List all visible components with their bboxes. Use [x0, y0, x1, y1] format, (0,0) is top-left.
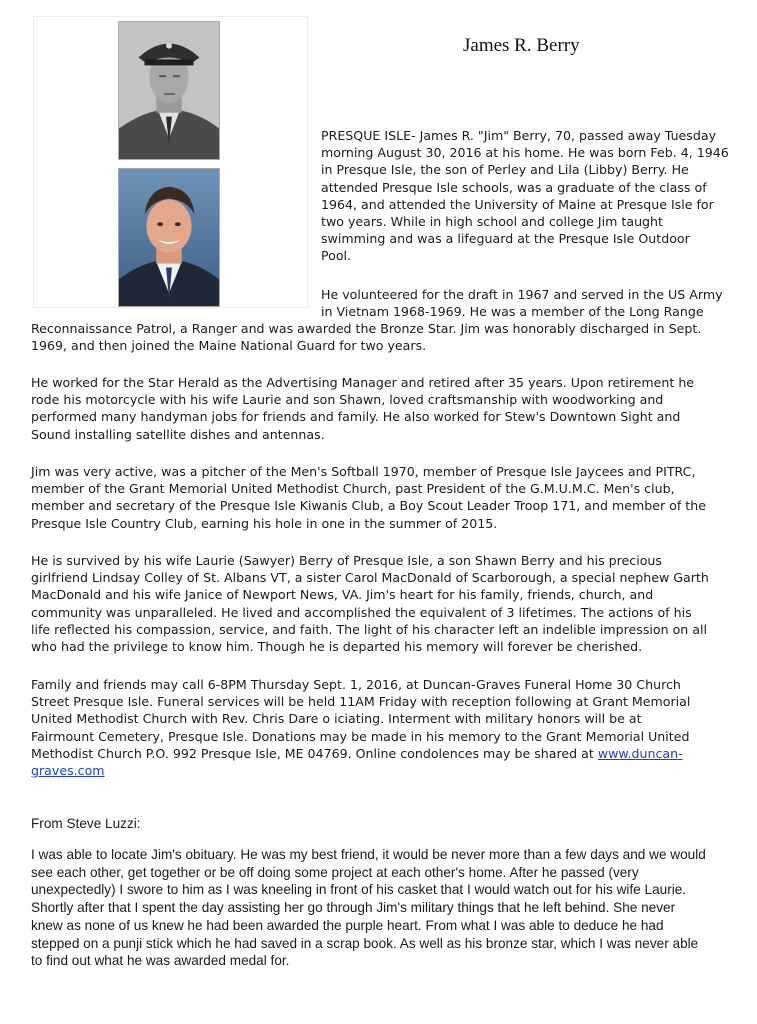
paragraph-line: performed many handyman jobs for friends and family. He also worked for Stew's Downtown Sight and [31, 409, 681, 425]
paragraph-line: who had the privilege to know him. Though he is departed his memory will forever be cherished. [31, 639, 643, 655]
from-heading: From Steve Luzzi: [31, 816, 141, 831]
intro-paragraph [321, 127, 729, 265]
career-paragraph [31, 374, 694, 443]
page-title: James R. Berry [463, 35, 580, 56]
paragraph-line: Pool. [321, 248, 352, 264]
military-paragraph-start [321, 286, 723, 320]
paragraph-line: member and secretary of the Presque Isle Kiwanis Club, a Boy Scout Leader Troop 171, and member of the [31, 498, 706, 514]
paragraph-line: swimming and was a lifeguard at the Presque Isle Outdoor [321, 231, 690, 247]
paragraph-line: PRESQUE ISLE- James R. "Jim" Berry, 70, passed away Tuesday [321, 128, 717, 143]
paragraph-line: rode his motorcycle with his wife Laurie and son Shawn, loved craftsmanship with woodworking and [31, 392, 664, 408]
paragraph-line: in Presque Isle, the son of Perley and Lila (Libby) Berry. He [321, 162, 689, 178]
paragraph-line: to find out what he was awarded medal for. [31, 953, 290, 969]
paragraph-line: morning August 30, 2016 at his home. He was born Feb. 4, 1946 [321, 145, 729, 161]
paragraph-line: Street Presque Isle. Funeral services will be held 11AM Friday with reception following at Grant Memorial [31, 694, 691, 710]
paragraph-line: attended Presque Isle schools, was a graduate of the class of [321, 179, 707, 195]
paragraph-line: He is survived by his wife Laurie (Sawyer) Berry of Presque Isle, a son Shawn Berry and his precious [31, 553, 662, 568]
condolences-link[interactable]: www.duncan- [597, 745, 683, 761]
paragraph-line: girlfriend Lindsay Colley of St. Albans VT, a sister Carol MacDonald of Scarborough, a special nephew Garth [31, 570, 709, 586]
paragraph-line: two years. While in high school and college Jim taught [321, 214, 663, 230]
paragraph-line [31, 745, 690, 762]
photo-panel [33, 16, 308, 308]
paragraph-line: member of the Grant Memorial United Methodist Church, past President of the G.M.U.M.C. Men's club, [31, 481, 675, 497]
paragraph-line [31, 762, 690, 779]
suit-portrait-photo [118, 168, 220, 307]
paragraph-line: 1969, and then joined the Maine National Guard for two years. [31, 338, 427, 354]
paragraph-text: Methodist Church P.O. 992 Presque Isle, ME 04769. Online condolences may be shared at [31, 745, 598, 761]
paragraph-line: 1964, and attended the University of Maine at Presque Isle for [321, 196, 714, 212]
paragraph-line: Shortly after that I spent the day assisting her go through Jim's military things that he left behind. She never [31, 900, 676, 916]
paragraph-line: MacDonald and his wife Janice of Newport News, VA. Jim's heart for his family, friends, church, and [31, 587, 654, 603]
paragraph-line: He worked for the Star Herald as the Advertising Manager and retired after 35 years. Upon retirement he [31, 375, 695, 390]
military-portrait-image [119, 22, 219, 159]
paragraph-line: community was unparalleled. He lived and accomplished the equivalent of 3 lifetimes. The actions of his [31, 604, 692, 620]
paragraph-line: knew as none of us knew he had been awarded the purple heart. From what I was able to deduce he had [31, 917, 664, 933]
paragraph-line: Sound installing satellite dishes and antennas. [31, 426, 325, 442]
military-portrait-photo [118, 21, 220, 160]
paragraph-line: unexpectedly) I swore to him as I was kneeling in front of his casket that I would watch out for his wife Laurie. [31, 882, 687, 898]
paragraph-line: Presque Isle Country Club, earning his hole in one in the summer of 2015. [31, 515, 498, 531]
paragraph-line: Jim was very active, was a pitcher of the Men's Softball 1970, member of Presque Isle Jaycees and PITRC, [31, 464, 696, 479]
paragraph-line: Reconnaissance Patrol, a Ranger and was awarded the Bronze Star. Jim was honorably discharged in Sept. [31, 321, 702, 336]
paragraph-line: stepped on a punji stick which he had saved in a scrap book. As well as his bronze star, which I was never able [31, 935, 699, 951]
paragraph-line: in Vietnam 1968-1969. He was a member of the Long Range [321, 304, 704, 320]
tribute-paragraph [31, 846, 706, 970]
survivors-paragraph [31, 552, 709, 655]
paragraph-line: United Methodist Church with Rev. Chris Dare o iciating. Interment with military honors will be at [31, 711, 642, 727]
paragraph-line: He volunteered for the draft in 1967 and served in the US Army [321, 287, 723, 302]
paragraph-line: see each other, get together or be off doing some project at each other's home. After he passed (very [31, 864, 639, 880]
condolences-link-continued[interactable]: graves.com [31, 763, 105, 779]
suit-portrait-image [119, 169, 219, 306]
paragraph-line: Fairmount Cemetery, Presque Isle. Donations may be made in his memory to the Grant Memorial United [31, 728, 690, 744]
paragraph-line: I was able to locate Jim's obituary. He was my best friend, it would be never more than a few days and we would [31, 847, 706, 862]
services-paragraph [31, 676, 690, 779]
paragraph-line: Family and friends may call 6-8PM Thursday Sept. 1, 2016, at Duncan-Graves Funeral Home 30 Church [31, 677, 681, 692]
military-paragraph-end [31, 320, 701, 354]
paragraph-line: life reflected his compassion, service, and faith. The light of his character left an indelible impression on all [31, 621, 708, 637]
activities-paragraph [31, 463, 706, 532]
